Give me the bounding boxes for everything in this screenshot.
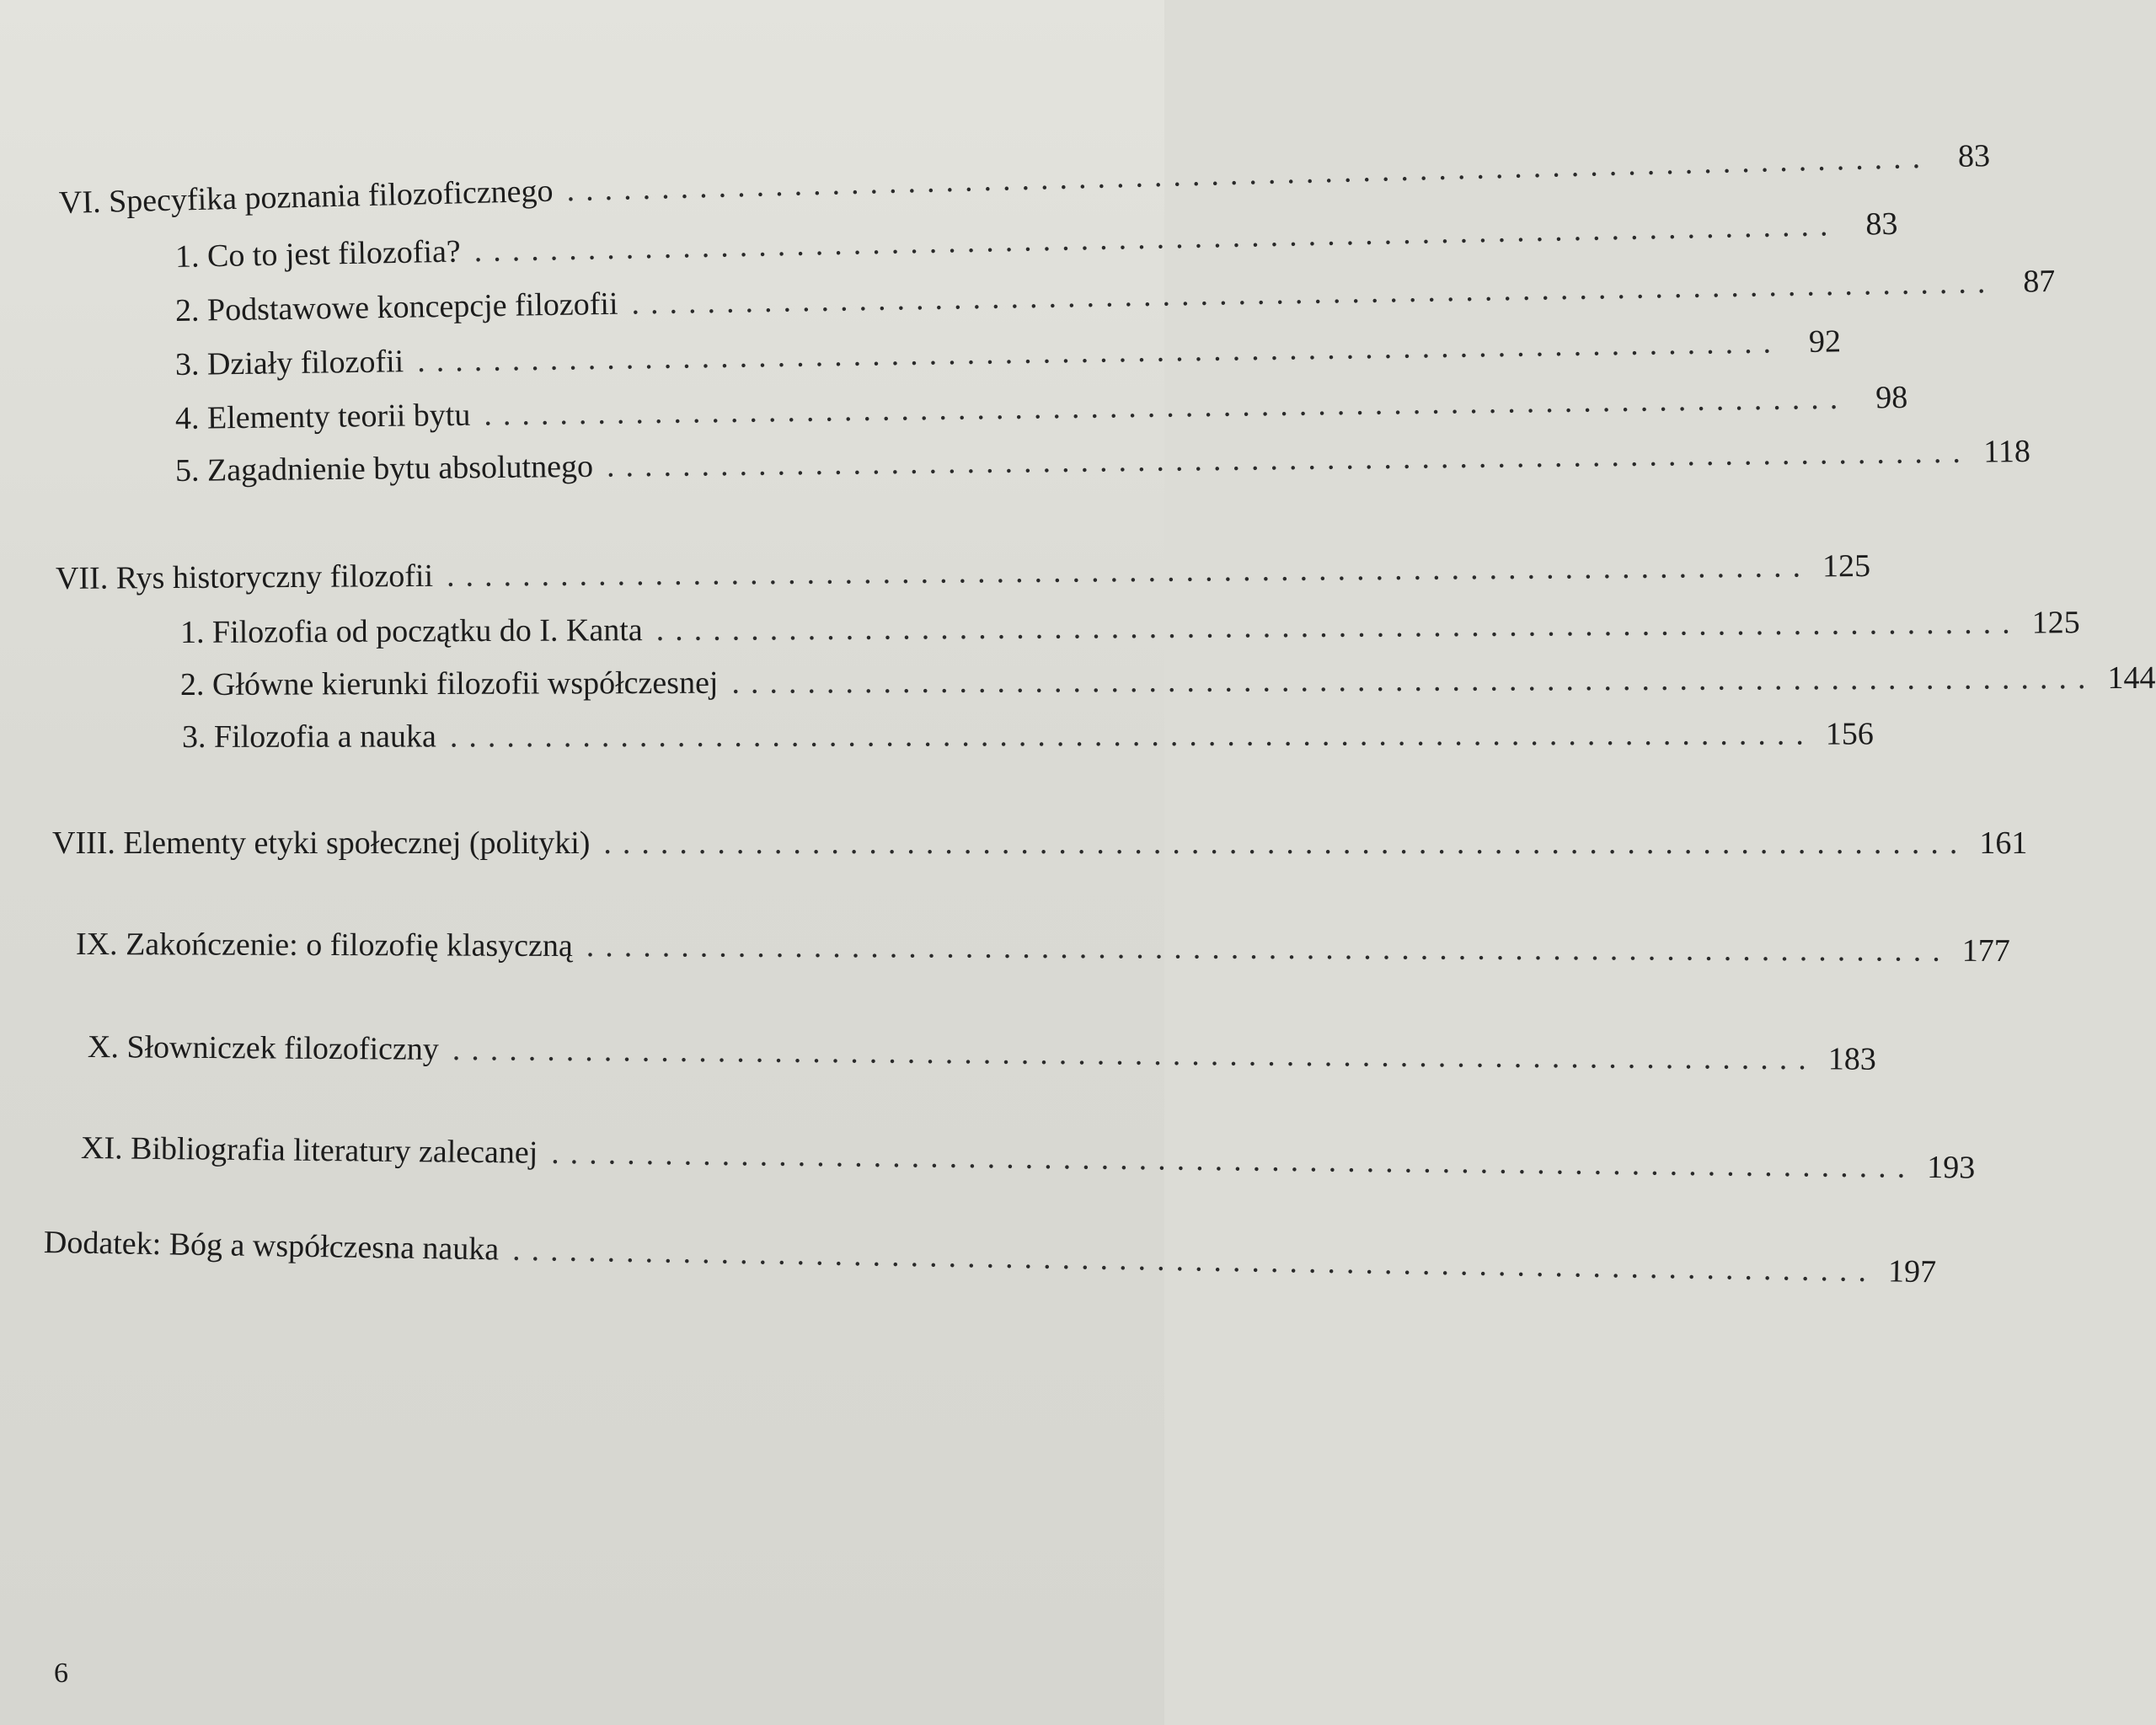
appendix-title: Bóg a współczesna nauka [169, 1226, 500, 1268]
dot-leader: ........................................................................ [606, 434, 1972, 484]
chapter-title: Elementy etyki społecznej (polityki) [123, 825, 591, 861]
section-title: Elementy teorii bytu [206, 397, 471, 436]
page-number: 125 [1822, 547, 1871, 585]
dot-leader: ........................................................................ [511, 1231, 1878, 1290]
section-title: Co to jest filozofia? [206, 233, 462, 275]
dot-leader: ........................................................................ [446, 548, 1812, 594]
page-number: 183 [1827, 1041, 1876, 1077]
toc-entry-chapter-9 [75, 925, 2010, 969]
toc-entry-appendix [43, 1223, 1937, 1290]
toc-entry-chapter-8 [52, 824, 2028, 862]
dot-leader: ........................................................................ [565, 139, 1932, 209]
toc-entry-chapter-11 [80, 1129, 1976, 1186]
dot-leader: ........................................................................ [449, 716, 1815, 755]
chapter-title: Rys historyczny filozofii [115, 558, 434, 596]
toc-entry-section-7-2 [179, 660, 2156, 704]
chapter-number: XI. [80, 1130, 123, 1167]
section-number: 4. [174, 400, 200, 436]
section-title: Działy filozofii [206, 344, 404, 382]
toc-entry-section-6-5 [174, 433, 2031, 490]
toc-entry-section-7-3 [181, 716, 1874, 756]
dot-leader: ........................................................................ [586, 928, 1951, 969]
chapter-title: Specyfika poznania filozoficznego [108, 173, 554, 220]
page-number: 92 [1808, 323, 1842, 360]
page-number: 193 [1926, 1149, 1976, 1186]
section-number: 2. [179, 666, 205, 702]
section-number: 5. [174, 452, 200, 489]
dot-leader: ........................................................................ [631, 264, 1997, 322]
chapter-title: Zakończenie: o filozofię klasyczną [126, 927, 573, 964]
page-number: 156 [1825, 716, 1874, 752]
toc-entry-section-6-4 [174, 379, 1908, 438]
chapter-title: Słowniczek filozoficzny [126, 1029, 439, 1067]
section-number: 1. [174, 238, 200, 275]
dot-leader: ........................................................................ [731, 660, 2097, 701]
page-number: 83 [1957, 137, 1991, 174]
dot-leader: ........................................................................ [551, 1135, 1917, 1185]
page-number: 118 [1983, 433, 2031, 470]
page-number: 144 [2107, 660, 2156, 697]
dot-leader: ........................................................................ [416, 324, 1783, 379]
section-number: 2. [174, 292, 200, 328]
page-number: 197 [1887, 1253, 1937, 1290]
chapter-number: VI. [58, 184, 102, 221]
dot-leader: ........................................................................ [473, 207, 1839, 270]
toc-entry-section-6-3 [174, 323, 1842, 384]
section-number: 1. [179, 614, 205, 650]
dot-leader: ........................................................................ [484, 380, 1849, 433]
dot-leader: ........................................................................ [603, 825, 1969, 861]
toc-entry-section-6-1 [174, 206, 1898, 276]
chapter-title: Bibliografia literatury zalecanej [130, 1130, 538, 1171]
page-number: 98 [1875, 379, 1908, 416]
page-folio-number: 6 [54, 1658, 68, 1689]
toc-entry-section-7-1 [179, 605, 2080, 652]
chapter-number: VII. [55, 560, 109, 596]
page-number: 83 [1864, 206, 1898, 243]
chapter-number: X. [87, 1029, 120, 1065]
appendix-label: Dodatek: [43, 1225, 162, 1263]
page-number: 125 [2031, 605, 2080, 641]
chapter-number: VIII. [52, 825, 115, 861]
dot-leader: ........................................................................ [452, 1032, 1817, 1077]
section-title: Filozofia a nauka [213, 718, 436, 755]
toc-entry-chapter-10 [87, 1028, 1876, 1077]
section-title: Główne kierunki filozofii współczesnej [211, 665, 719, 702]
toc-entry-chapter-7 [55, 547, 1871, 598]
dot-leader: ........................................................................ [655, 605, 2021, 649]
section-title: Podstawowe koncepcje filozofii [206, 286, 618, 328]
chapter-number: IX. [75, 927, 118, 963]
section-title: Zagadnienie bytu absolutnego [206, 448, 594, 489]
toc-entry-section-6-2 [174, 263, 2056, 330]
section-title: Filozofia od początku do I. Kanta [211, 612, 643, 650]
section-number: 3. [174, 346, 200, 382]
page-number: 87 [2022, 263, 2056, 300]
toc-entry-chapter-6 [58, 137, 1991, 222]
page-number: 177 [1961, 932, 2010, 969]
page-number: 161 [1979, 825, 2028, 861]
section-number: 3. [181, 718, 206, 755]
